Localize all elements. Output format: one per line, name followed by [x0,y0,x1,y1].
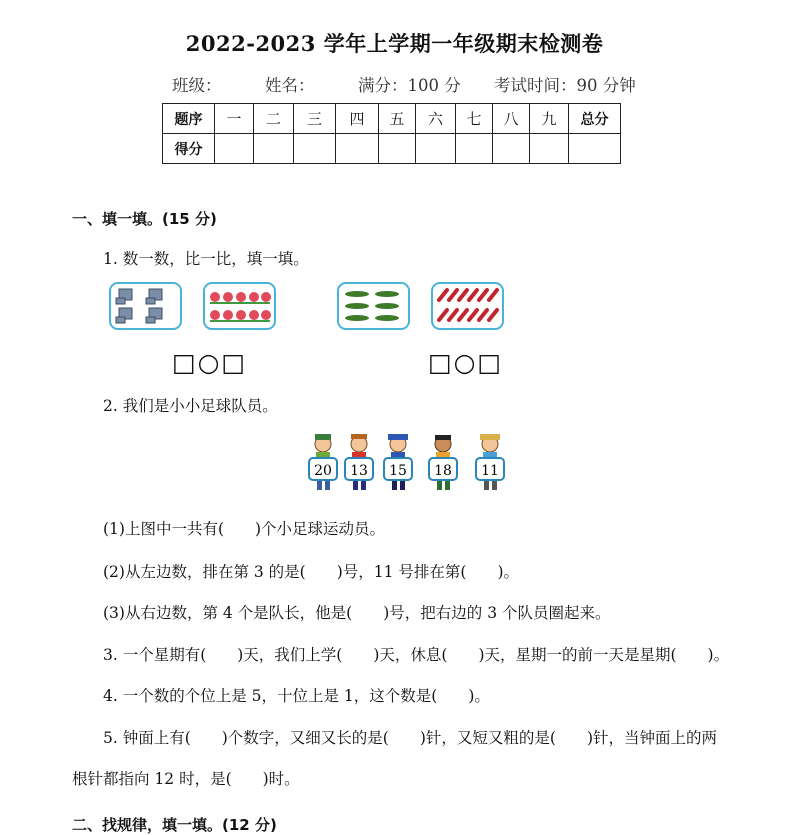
score-cell[interactable] [215,134,254,164]
score-cell[interactable] [416,134,456,164]
question-5-line-2: 根针都指向 12 时，是( )时。 [72,770,300,788]
player-figure [307,432,339,498]
score-table-score-row [163,134,621,164]
player-figure [427,432,459,498]
section-1-title: 一、填一填。(15 分) [72,210,217,228]
cucumber-icon [339,284,408,328]
name-label: 姓名： [265,76,315,95]
player-icon [381,432,415,494]
column-header: 九 [530,104,569,134]
computer-picture-card [109,282,182,330]
computer-icon [111,284,180,328]
player-number: 20 [314,463,332,479]
section-2-title: 二、找规律，填一填。(12 分) [72,816,277,834]
score-cell[interactable] [379,134,416,164]
column-header: 二 [254,104,294,134]
question-4: 4. 一个数的个位上是 5，十位上是 1，这个数是( )。 [103,687,490,705]
score-table-header-row [163,104,621,134]
player-figure [473,432,507,498]
player-icon [427,432,459,494]
player-number: 15 [389,463,407,479]
page-title: 2022-2023 学年上学期一年级期末检测卷 [185,31,604,56]
column-header: 四 [336,104,379,134]
compare-blank-left[interactable]: □○□ [172,348,248,377]
player-number: 11 [481,463,499,479]
score-cell[interactable] [336,134,379,164]
flower-picture-card [203,282,276,330]
question-3: 3. 一个星期有( )天，我们上学( )天，休息( )天，星期一的前一天是星期( )。 [103,646,730,664]
header-label-cell: 题序 [163,104,215,134]
cucumber-picture-card [337,282,410,330]
question-5-line-1: 5. 钟面上有( )个数字，又细又长的是( )针，又短又粗的是( )针，当钟面上的两 [103,729,718,747]
compare-blank-right[interactable]: □○□ [428,348,504,377]
score-cell[interactable] [493,134,530,164]
player-number: 13 [350,463,368,479]
question-2-3: (3)从右边数，第 4 个是队长，他是( )号，把右边的 3 个队员圈起来。 [103,604,611,622]
question-2: 2. 我们是小小足球队员。 [103,397,278,415]
score-table [162,103,621,164]
score-cell[interactable] [456,134,493,164]
question-2-2: (2)从左边数，排在第 3 的是( )号，11 号排在第( )。 [103,563,520,581]
question-1: 1. 数一数，比一比，填一填。 [103,250,309,268]
pepper-icon [433,284,502,328]
class-label: 班级： [172,76,222,95]
player-figure [343,432,375,498]
exam-time: 考试时间：90 分钟 [494,76,636,95]
column-header: 八 [493,104,530,134]
score-cell[interactable] [254,134,294,164]
column-header: 五 [379,104,416,134]
row-label-cell: 得分 [163,134,215,164]
total-score-cell[interactable] [569,134,621,164]
question-2-1: (1)上图中一共有( )个小足球运动员。 [103,520,386,538]
flower-icon [205,284,274,328]
column-header: 六 [416,104,456,134]
player-number: 18 [434,463,452,479]
player-icon [473,432,507,494]
full-score: 满分：100 分 [358,76,461,95]
column-header: 七 [456,104,493,134]
total-label-cell: 总分 [569,104,621,134]
player-figure [381,432,415,498]
player-icon [307,432,339,494]
score-cell[interactable] [294,134,336,164]
column-header: 一 [215,104,254,134]
pepper-picture-card [431,282,504,330]
score-cell[interactable] [530,134,569,164]
player-icon [343,432,375,494]
column-header: 三 [294,104,336,134]
